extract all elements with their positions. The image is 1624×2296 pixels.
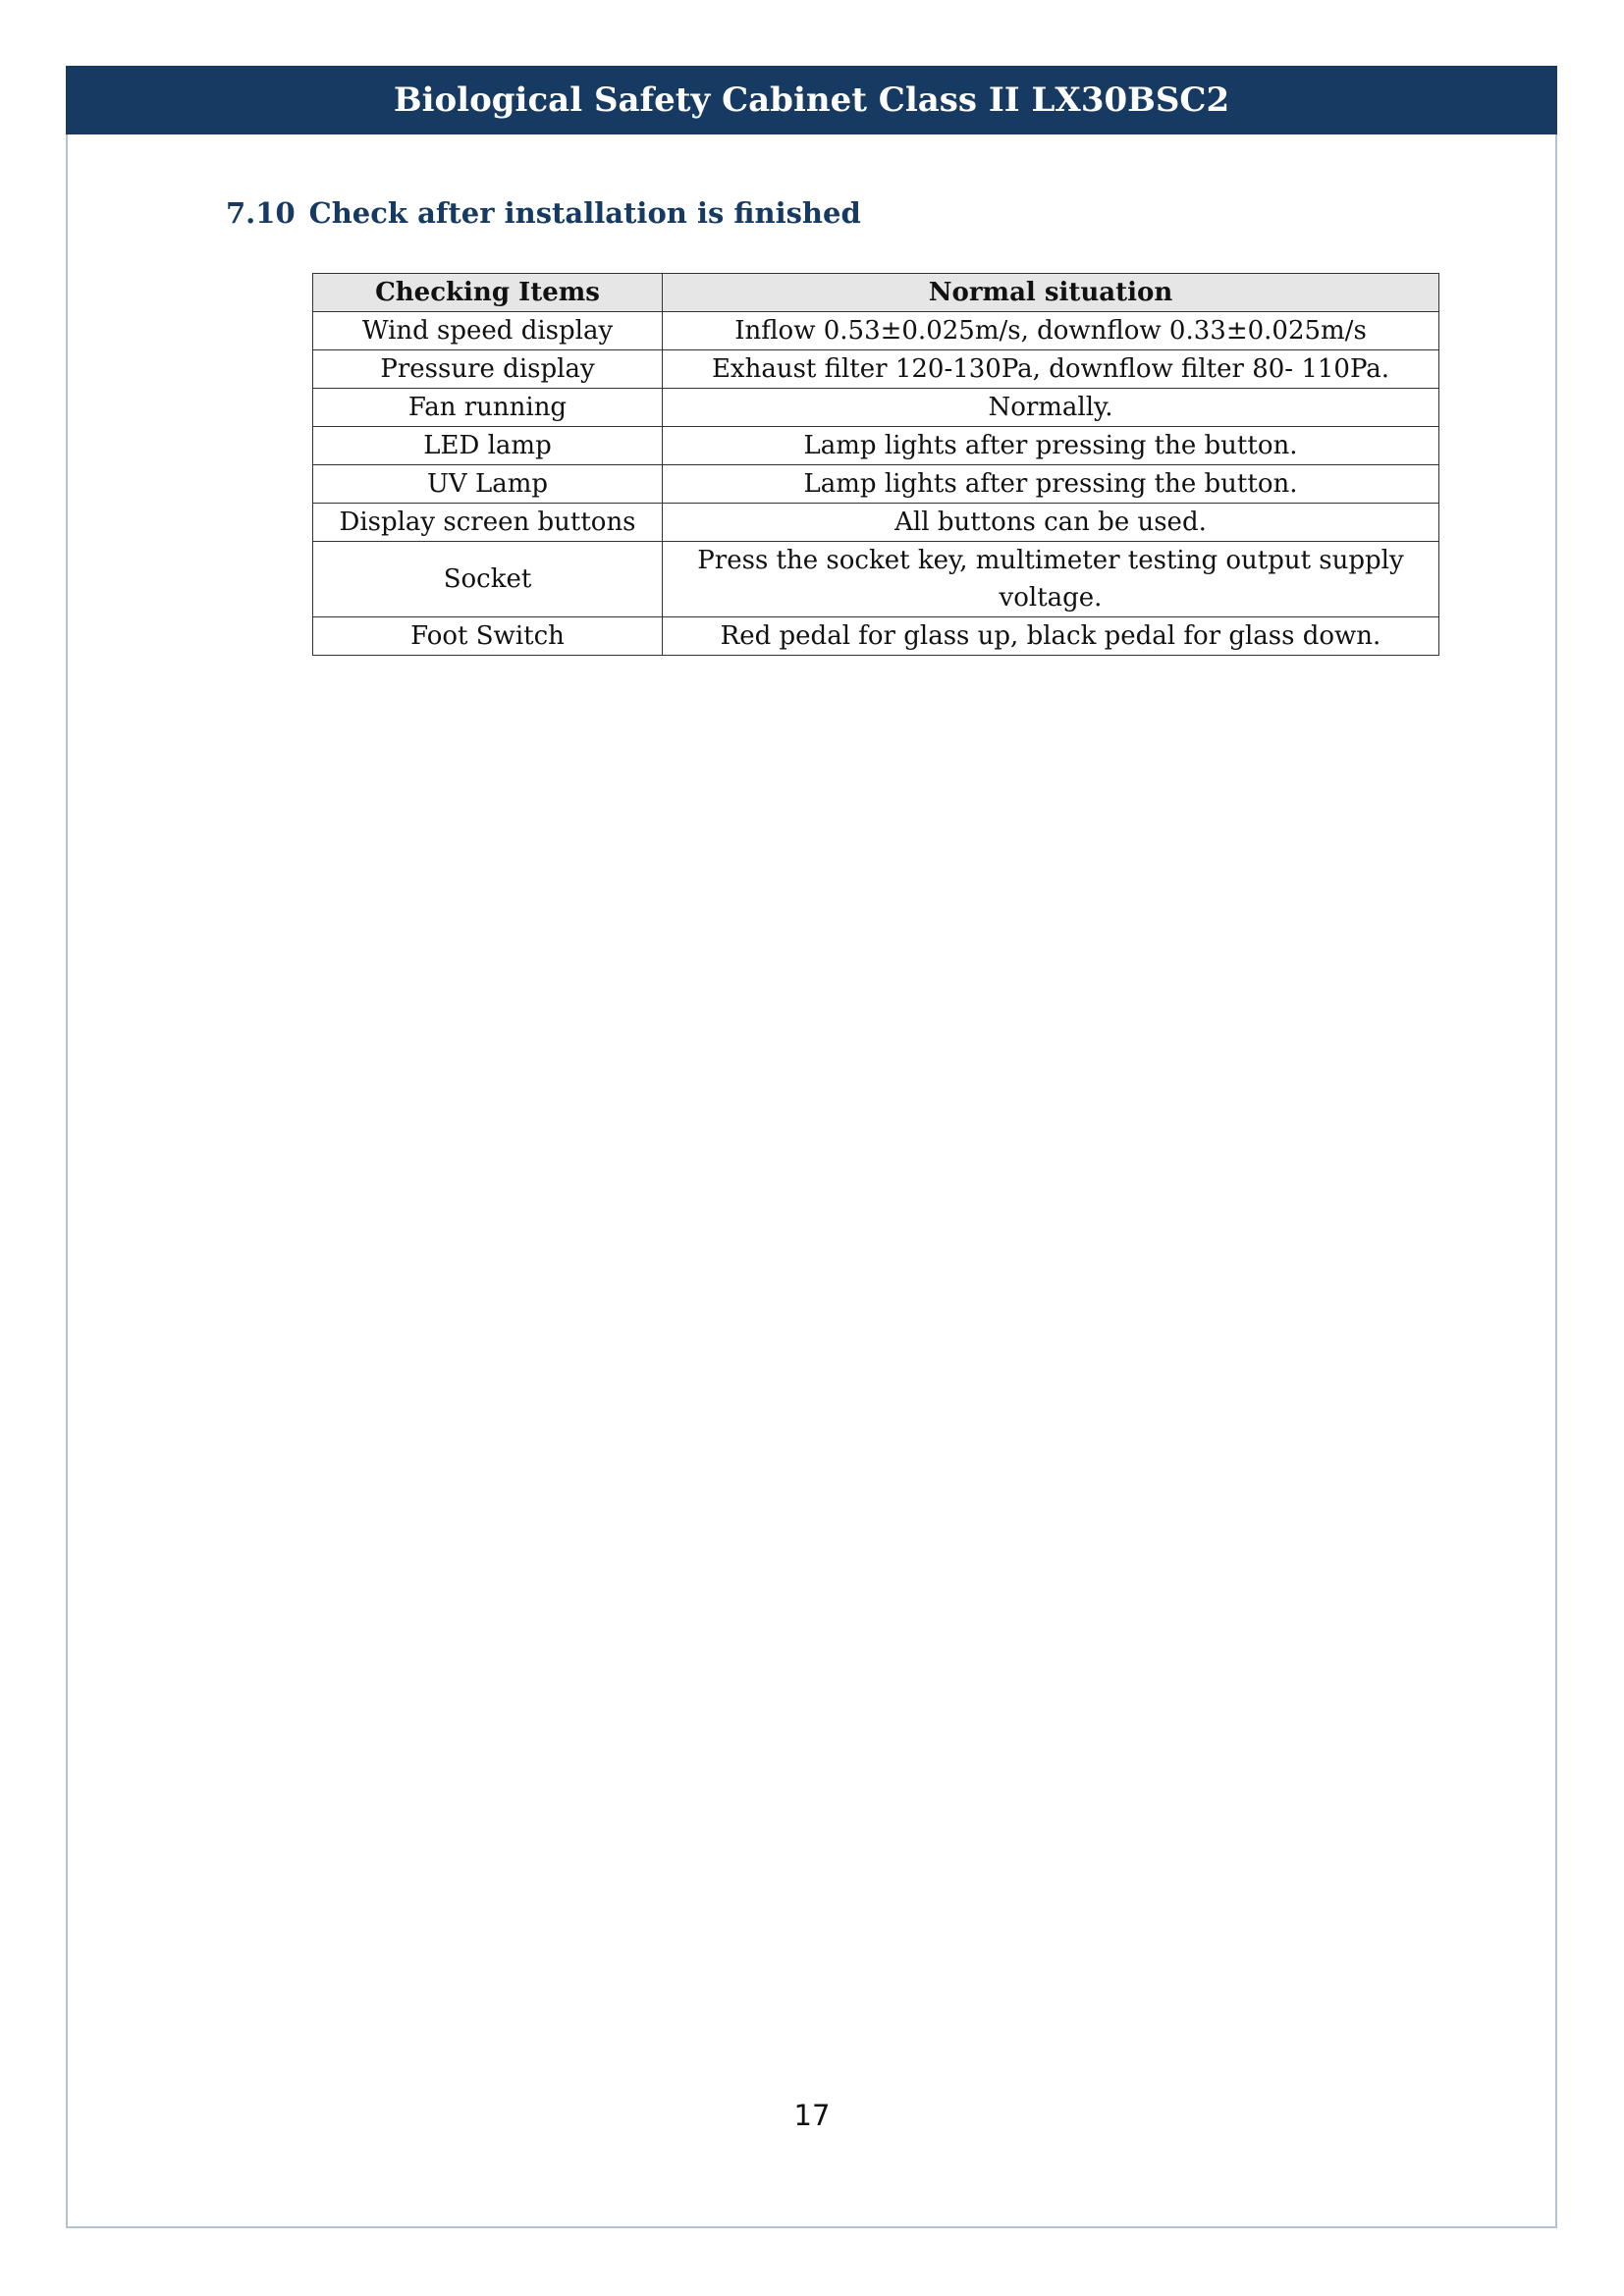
installation-check-table — [312, 273, 1439, 656]
section-heading — [226, 196, 861, 230]
checking-item-cell: Socket — [313, 542, 663, 617]
checking-item-cell: LED lamp — [313, 427, 663, 465]
table-row — [313, 542, 1439, 617]
normal-situation-cell: All buttons can be used. — [663, 504, 1439, 542]
document-header-bar — [66, 66, 1557, 134]
section-number: 7.10 — [226, 196, 296, 230]
table-row — [313, 389, 1439, 427]
checking-item-cell: Wind speed display — [313, 312, 663, 350]
table-header-row — [313, 274, 1439, 312]
normal-situation-cell: Inflow 0.53±0.025m/s, downflow 0.33±0.025m/s — [663, 312, 1439, 350]
normal-situation-cell: Lamp lights after pressing the button. — [663, 465, 1439, 504]
checking-item-cell: Pressure display — [313, 350, 663, 389]
checking-item-cell: UV Lamp — [313, 465, 663, 504]
table-row — [313, 504, 1439, 542]
section-title: Check after installation is finished — [308, 196, 861, 230]
table-row — [313, 465, 1439, 504]
table-row — [313, 617, 1439, 656]
normal-situation-cell: Red pedal for glass up, black pedal for glass down. — [663, 617, 1439, 656]
normal-situation-cell: Normally. — [663, 389, 1439, 427]
page-number: 17 — [793, 2099, 831, 2132]
document-title: Biological Safety Cabinet Class II LX30BSC2 — [393, 80, 1230, 120]
table-row — [313, 427, 1439, 465]
table-row — [313, 350, 1439, 389]
checking-item-cell: Fan running — [313, 389, 663, 427]
table-row — [313, 312, 1439, 350]
column-header-checking-items: Checking Items — [313, 274, 663, 312]
checking-item-cell: Foot Switch — [313, 617, 663, 656]
normal-situation-cell: Exhaust filter 120-130Pa, downflow filter 80- 110Pa. — [663, 350, 1439, 389]
column-header-normal-situation: Normal situation — [663, 274, 1439, 312]
normal-situation-cell: Lamp lights after pressing the button. — [663, 427, 1439, 465]
checking-item-cell: Display screen buttons — [313, 504, 663, 542]
normal-situation-cell: Press the socket key, multimeter testing output supply voltage. — [663, 542, 1439, 617]
